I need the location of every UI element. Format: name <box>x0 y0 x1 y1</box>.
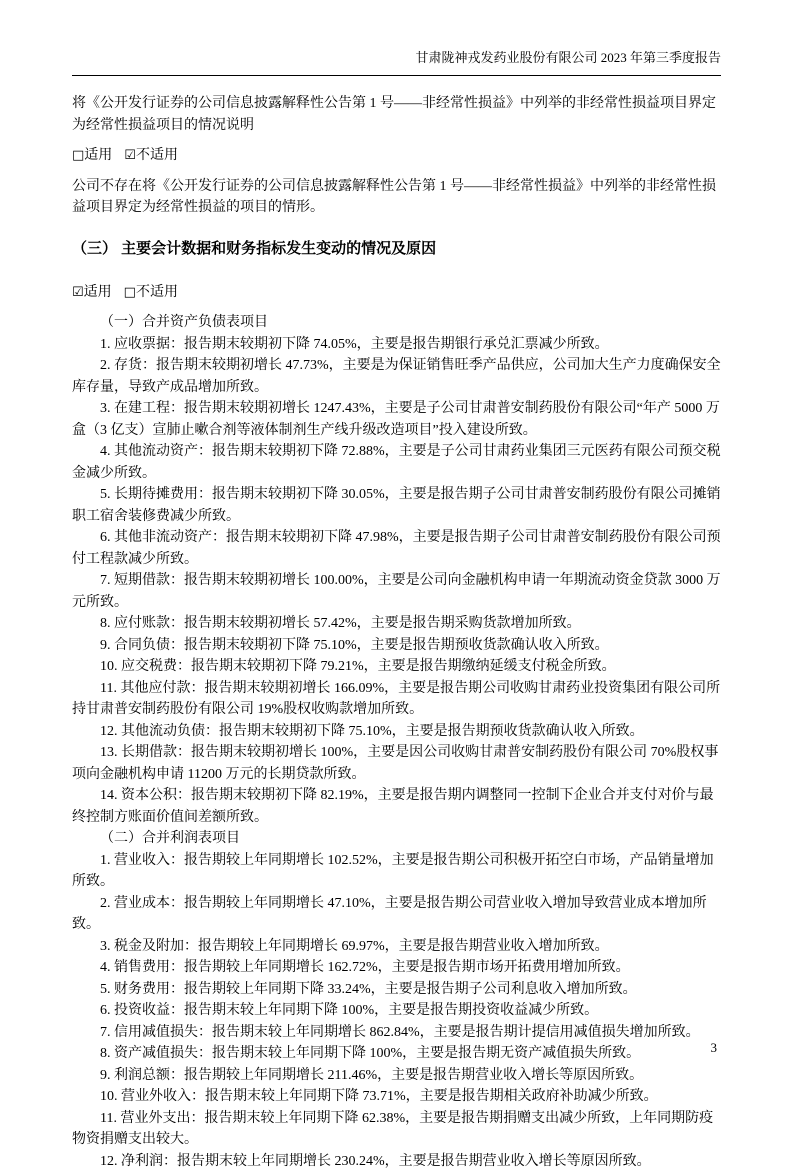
balance-sheet-item: 14. 资本公积：报告期末较期初下降 82.19%，主要是报告期内调整同一控制下企业合并支付对价与最终控制方账面价值间差额所致。 <box>72 785 721 828</box>
income-statement-section <box>72 828 721 1172</box>
balance-sheet-item: 9. 合同负债：报告期末较期初下降 75.10%，主要是报告期预收货款确认收入所致。 <box>72 635 721 657</box>
balance-sheet-item: 1. 应收票据：报告期末较期初下降 74.05%，主要是报告期银行承兑汇票减少所致。 <box>72 334 721 356</box>
option-applicable-label: 适用 <box>84 285 112 300</box>
balance-sheet-item: 3. 在建工程：报告期末较期初增长 1247.43%，主要是子公司甘肃普安制药股份有限公司“年产 5000 万盒（3 亿支）宣肺止嗽合剂等液体制剂生产线升级改造项目”投入建设所致。 <box>72 398 721 441</box>
income-statement-item: 6. 投资收益：报告期末较上年同期下降 100%，主要是报告期投资收益减少所致。 <box>72 1000 721 1022</box>
balance-sheet-item: 10. 应交税费：报告期末较期初下降 79.21%，主要是报告期缴纳延缓支付税金所致。 <box>72 656 721 678</box>
balance-sheet-item: 4. 其他流动资产：报告期末较期初下降 72.88%，主要是子公司甘肃药业集团三元医药有限公司预交税金减少所致。 <box>72 441 721 484</box>
income-statement-item: 4. 销售费用：报告期较上年同期增长 162.72%，主要是报告期市场开拓费用增加所致。 <box>72 957 721 979</box>
balance-sheet-item: 7. 短期借款：报告期末较期初增长 100.00%，主要是公司向金融机构申请一年期流动资金贷款 3000 万元所致。 <box>72 570 721 613</box>
option-not-applicable <box>124 285 178 300</box>
balance-sheet-item: 2. 存货：报告期末较期初增长 47.73%，主要是为保证销售旺季产品供应，公司加大生产力度确保安全库存量，导致产成品增加所致。 <box>72 355 721 398</box>
checkbox-checked-icon: ☑ <box>72 285 84 300</box>
subsection-title-balance-sheet: （一）合并资产负债表项目 <box>72 312 721 334</box>
option-not-applicable-label: 不适用 <box>136 148 178 163</box>
option-not-applicable <box>124 148 178 163</box>
balance-sheet-item: 5. 长期待摊费用：报告期末较期初下降 30.05%，主要是报告期子公司甘肃普安制药股份有限公司摊销职工宿舍装修费减少所致。 <box>72 484 721 527</box>
balance-sheet-item: 8. 应付账款：报告期末较期初增长 57.42%，主要是报告期采购货款增加所致。 <box>72 613 721 635</box>
income-statement-item: 3. 税金及附加：报告期较上年同期增长 69.97%，主要是报告期营业收入增加所致。 <box>72 936 721 958</box>
checkbox-checked-icon: ☑ <box>124 148 136 163</box>
option-applicable <box>72 148 112 163</box>
balance-sheet-section <box>72 312 721 828</box>
non-recurring-statement: 将《公开发行证券的公司信息披露解释性公告第 1 号——非经常性损益》中列举的非经常性损益项目界定为经常性损益项目的情况说明 <box>72 93 721 136</box>
income-statement-item: 12. 净利润：报告期末较上年同期增长 230.24%，主要是报告期营业收入增长等原因所致。 <box>72 1151 721 1172</box>
page-header <box>72 48 721 76</box>
option-not-applicable-label: 不适用 <box>136 285 178 300</box>
report-title: 甘肃陇神戎发药业股份有限公司 2023 年第三季度报告 <box>415 50 721 65</box>
income-statement-item: 5. 财务费用：报告期较上年同期下降 33.24%，主要是报告期子公司利息收入增加所致。 <box>72 979 721 1001</box>
income-statement-item: 11. 营业外支出：报告期末较上年同期下降 62.38%，主要是报告期捐赠支出减少所致，上年同期防疫物资捐赠支出较大。 <box>72 1108 721 1151</box>
balance-sheet-item: 6. 其他非流动资产：报告期末较期初下降 47.98%，主要是报告期子公司甘肃普安制药股份有限公司预付工程款减少所致。 <box>72 527 721 570</box>
income-statement-item: 10. 营业外收入：报告期末较上年同期下降 73.71%，主要是报告期相关政府补助减少所致。 <box>72 1086 721 1108</box>
option-applicable <box>72 285 112 300</box>
applicability-row-section <box>72 282 721 304</box>
non-recurring-explanation: 公司不存在将《公开发行证券的公司信息披露解释性公告第 1 号——非经常性损益》中列举的非经常性损益项目界定为经常性损益的项目的情形。 <box>72 176 721 219</box>
subsection-title-income-statement: （二）合并利润表项目 <box>72 828 721 850</box>
income-statement-item: 9. 利润总额：报告期较上年同期增长 211.46%，主要是报告期营业收入增长等原因所致。 <box>72 1065 721 1087</box>
balance-sheet-item: 12. 其他流动负债：报告期末较期初下降 75.10%，主要是报告期预收货款确认收入所致。 <box>72 721 721 743</box>
income-statement-item: 7. 信用减值损失：报告期末较上年同期增长 862.84%，主要是报告期计提信用减值损失增加所致。 <box>72 1022 721 1044</box>
balance-sheet-item: 13. 长期借款：报告期末较期初增长 100%，主要是因公司收购甘肃普安制药股份有限公司 70%股权事项向金融机构申请 11200 万元的长期贷款所致。 <box>72 742 721 785</box>
applicability-row-intro <box>72 145 721 167</box>
checkbox-unchecked-icon: □ <box>72 148 84 163</box>
section-heading: （三） 主要会计数据和财务指标发生变动的情况及原因 <box>72 239 721 259</box>
checkbox-unchecked-icon: □ <box>124 285 136 300</box>
page-number: 3 <box>711 1040 718 1056</box>
balance-sheet-item: 11. 其他应付款：报告期末较期初增长 166.09%，主要是报告期公司收购甘肃药业投资集团有限公司所持甘肃普安制药股份有限公司 19%股权收购款增加所致。 <box>72 678 721 721</box>
income-statement-item: 8. 资产减值损失：报告期末较上年同期下降 100%，主要是报告期无资产减值损失所致。 <box>72 1043 721 1065</box>
option-applicable-label: 适用 <box>84 148 112 163</box>
page-content <box>72 76 721 1172</box>
income-statement-item: 1. 营业收入：报告期较上年同期增长 102.52%，主要是报告期公司积极开拓空白市场，产品销量增加所致。 <box>72 850 721 893</box>
income-statement-item: 2. 营业成本：报告期较上年同期增长 47.10%，主要是报告期公司营业收入增加导致营业成本增加所致。 <box>72 893 721 936</box>
